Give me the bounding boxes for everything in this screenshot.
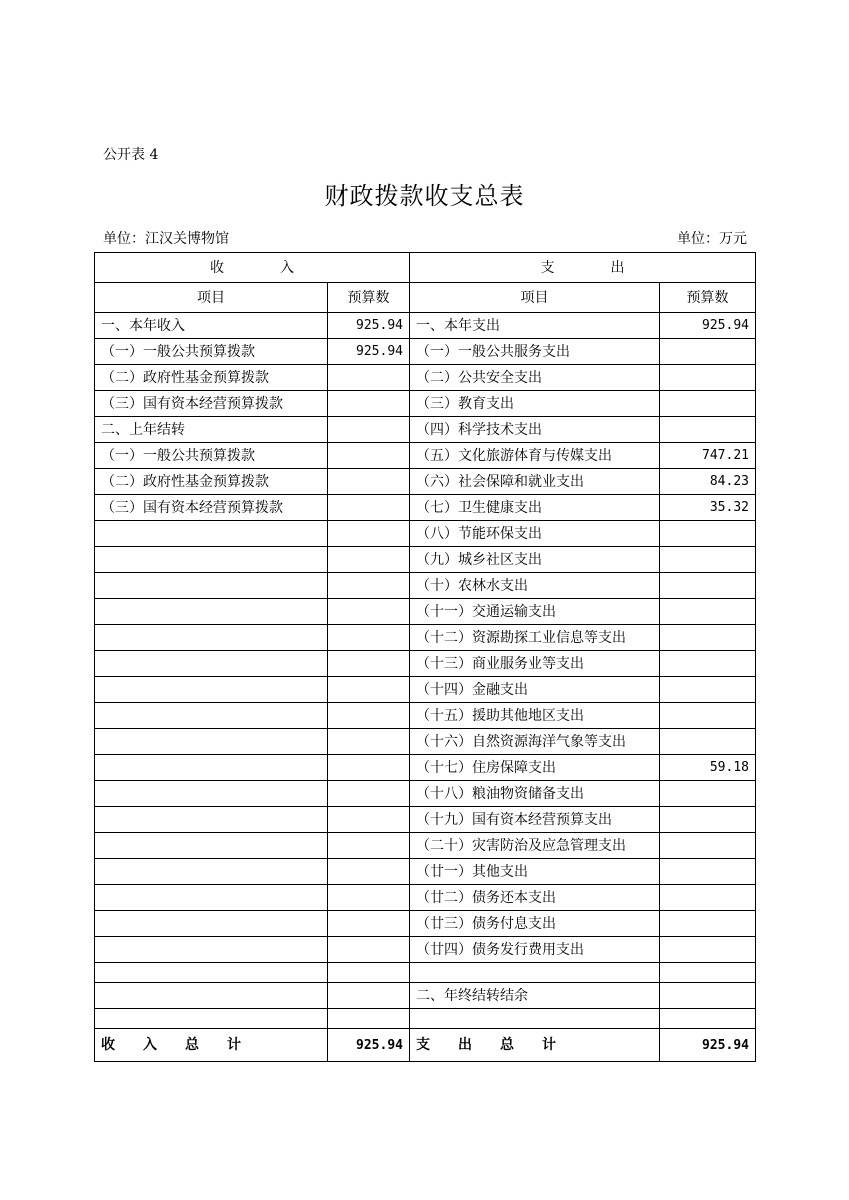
expense-value-cell: [660, 417, 756, 443]
table-row: [95, 547, 756, 573]
income-item-cell: [95, 651, 328, 677]
income-item-cell: [95, 703, 328, 729]
expense-value-cell: [660, 781, 756, 807]
table-row: [95, 755, 756, 781]
table-row: [95, 677, 756, 703]
income-total-label: 收 入 总 计: [95, 1029, 328, 1062]
empty-cell: [95, 963, 328, 983]
income-value-cell: [328, 651, 410, 677]
table-row: [95, 339, 756, 365]
expense-value-cell: [660, 703, 756, 729]
income-value-cell: [328, 521, 410, 547]
expense-value-cell: [660, 911, 756, 937]
expense-item-cell: （九）城乡社区支出: [410, 547, 660, 573]
table-row: [95, 417, 756, 443]
income-section-header: 收 入: [95, 253, 410, 283]
table-row: [95, 859, 756, 885]
expense-value-cell: 59.18: [660, 755, 756, 781]
expense-item-cell: （七）卫生健康支出: [410, 495, 660, 521]
income-total-value: 925.94: [328, 1029, 410, 1062]
income-item-cell: [95, 677, 328, 703]
income-item-cell: [95, 807, 328, 833]
income-value-cell: [328, 391, 410, 417]
income-item-cell: （一）一般公共预算拨款: [95, 339, 328, 365]
income-item-cell: [95, 911, 328, 937]
section-header-row: [95, 253, 756, 283]
table-row: [95, 443, 756, 469]
table-row: [95, 729, 756, 755]
income-value-cell: [328, 755, 410, 781]
income-value-cell: [328, 573, 410, 599]
expense-item-cell: 一、本年支出: [410, 313, 660, 339]
expense-value-cell: [660, 729, 756, 755]
expense-value-cell: [660, 885, 756, 911]
income-item-cell: [95, 599, 328, 625]
income-value-cell: [328, 599, 410, 625]
expense-item-cell: （五）文化旅游体育与传媒支出: [410, 443, 660, 469]
budget-table: [94, 252, 756, 1062]
empty-cell: [660, 963, 756, 983]
expense-value-cell: [660, 807, 756, 833]
income-value-cell: [328, 729, 410, 755]
expense-value-cell: [660, 833, 756, 859]
income-item-cell: [95, 859, 328, 885]
expense-item-cell: （十七）住房保障支出: [410, 755, 660, 781]
expense-item-cell: （二）公共安全支出: [410, 365, 660, 391]
income-item-cell: [95, 937, 328, 963]
table-row: [95, 807, 756, 833]
expense-value-cell: [660, 937, 756, 963]
income-value-cell: [328, 911, 410, 937]
income-value-cell: [328, 625, 410, 651]
expense-item-cell: （廿一）其他支出: [410, 859, 660, 885]
income-value-cell: [328, 859, 410, 885]
empty-cell: [660, 1009, 756, 1029]
table-row: [95, 625, 756, 651]
table-row: [95, 599, 756, 625]
income-value-cell: [328, 677, 410, 703]
empty-cell: [328, 963, 410, 983]
table-row: [95, 521, 756, 547]
table-row: [95, 313, 756, 339]
expense-value-cell: [660, 521, 756, 547]
income-value-cell: [328, 417, 410, 443]
expense-value-cell: [660, 547, 756, 573]
table-row: [95, 911, 756, 937]
table-row: [95, 573, 756, 599]
income-value-cell: 925.94: [328, 313, 410, 339]
carryover-item-cell: 二、年终结转结余: [410, 983, 660, 1009]
income-value-cell: [328, 781, 410, 807]
table-row: [95, 469, 756, 495]
income-value-cell: 925.94: [328, 339, 410, 365]
empty-cell: [660, 983, 756, 1009]
expense-item-cell: （十八）粮油物资储备支出: [410, 781, 660, 807]
table-row: [95, 1009, 756, 1029]
expense-item-cell: （二十）灾害防治及应急管理支出: [410, 833, 660, 859]
expense-item-column-header: 项目: [410, 283, 660, 313]
empty-cell: [95, 1009, 328, 1029]
table-row: [95, 651, 756, 677]
income-item-cell: [95, 625, 328, 651]
table-row: [95, 495, 756, 521]
expense-item-cell: （十）农林水支出: [410, 573, 660, 599]
table-row: [95, 937, 756, 963]
income-value-cell: [328, 833, 410, 859]
income-item-cell: [95, 755, 328, 781]
expense-total-value: 925.94: [660, 1029, 756, 1062]
expense-value-cell: [660, 859, 756, 885]
income-item-cell: [95, 781, 328, 807]
expense-item-cell: （一）一般公共服务支出: [410, 339, 660, 365]
expense-item-cell: （十六）自然资源海洋气象等支出: [410, 729, 660, 755]
table-row: [95, 391, 756, 417]
page-title: 财政拨款收支总表: [324, 182, 525, 210]
expense-item-cell: （十一）交通运输支出: [410, 599, 660, 625]
income-item-cell: 二、上年结转: [95, 417, 328, 443]
income-item-cell: [95, 573, 328, 599]
expense-value-cell: [660, 651, 756, 677]
income-item-cell: 一、本年收入: [95, 313, 328, 339]
table-row: [95, 781, 756, 807]
table-row: [95, 963, 756, 983]
expense-item-cell: （十九）国有资本经营预算支出: [410, 807, 660, 833]
income-item-cell: （二）政府性基金预算拨款: [95, 365, 328, 391]
income-value-cell: [328, 443, 410, 469]
expense-item-cell: （四）科学技术支出: [410, 417, 660, 443]
income-item-cell: [95, 885, 328, 911]
income-item-cell: （三）国有资本经营预算拨款: [95, 495, 328, 521]
table-row: [95, 365, 756, 391]
expense-item-cell: （廿四）债务发行费用支出: [410, 937, 660, 963]
expense-section-header: 支 出: [410, 253, 756, 283]
expense-item-cell: （廿二）债务还本支出: [410, 885, 660, 911]
table-code: 公开表 4: [103, 147, 159, 163]
income-value-cell: [328, 365, 410, 391]
expense-item-cell: （三）教育支出: [410, 391, 660, 417]
expense-item-cell: （十二）资源勘探工业信息等支出: [410, 625, 660, 651]
table-row: [95, 885, 756, 911]
unit-currency: 单位：万元: [677, 231, 747, 247]
empty-cell: [95, 983, 328, 1009]
income-item-cell: （一）一般公共预算拨款: [95, 443, 328, 469]
income-value-cell: [328, 469, 410, 495]
expense-total-label: 支 出 总 计: [410, 1029, 660, 1062]
expense-value-cell: [660, 573, 756, 599]
expense-item-cell: （十三）商业服务业等支出: [410, 651, 660, 677]
unit-organization: 单位：江汉关博物馆: [103, 231, 229, 247]
income-budget-column-header: 预算数: [328, 283, 410, 313]
table-row: [95, 983, 756, 1009]
expense-value-cell: [660, 339, 756, 365]
empty-cell: [410, 963, 660, 983]
empty-cell: [328, 983, 410, 1009]
income-item-cell: （二）政府性基金预算拨款: [95, 469, 328, 495]
income-item-column-header: 项目: [95, 283, 328, 313]
expense-item-cell: （十五）援助其他地区支出: [410, 703, 660, 729]
expense-value-cell: [660, 677, 756, 703]
empty-cell: [328, 1009, 410, 1029]
expense-value-cell: 84.23: [660, 469, 756, 495]
expense-item-cell: （十四）金融支出: [410, 677, 660, 703]
income-item-cell: （三）国有资本经营预算拨款: [95, 391, 328, 417]
table-row: [95, 833, 756, 859]
income-value-cell: [328, 703, 410, 729]
income-item-cell: [95, 547, 328, 573]
income-item-cell: [95, 729, 328, 755]
income-item-cell: [95, 833, 328, 859]
column-header-row: [95, 283, 756, 313]
expense-value-cell: [660, 599, 756, 625]
expense-budget-column-header: 预算数: [660, 283, 756, 313]
table-row: [95, 1029, 756, 1062]
expense-value-cell: [660, 625, 756, 651]
expense-value-cell: 925.94: [660, 313, 756, 339]
expense-item-cell: （六）社会保障和就业支出: [410, 469, 660, 495]
table-row: [95, 703, 756, 729]
expense-value-cell: 35.32: [660, 495, 756, 521]
expense-value-cell: 747.21: [660, 443, 756, 469]
income-value-cell: [328, 495, 410, 521]
income-value-cell: [328, 547, 410, 573]
expense-item-cell: （八）节能环保支出: [410, 521, 660, 547]
expense-value-cell: [660, 365, 756, 391]
expense-item-cell: （廿三）债务付息支出: [410, 911, 660, 937]
income-value-cell: [328, 807, 410, 833]
income-item-cell: [95, 521, 328, 547]
income-value-cell: [328, 885, 410, 911]
income-value-cell: [328, 937, 410, 963]
empty-cell: [410, 1009, 660, 1029]
expense-value-cell: [660, 391, 756, 417]
